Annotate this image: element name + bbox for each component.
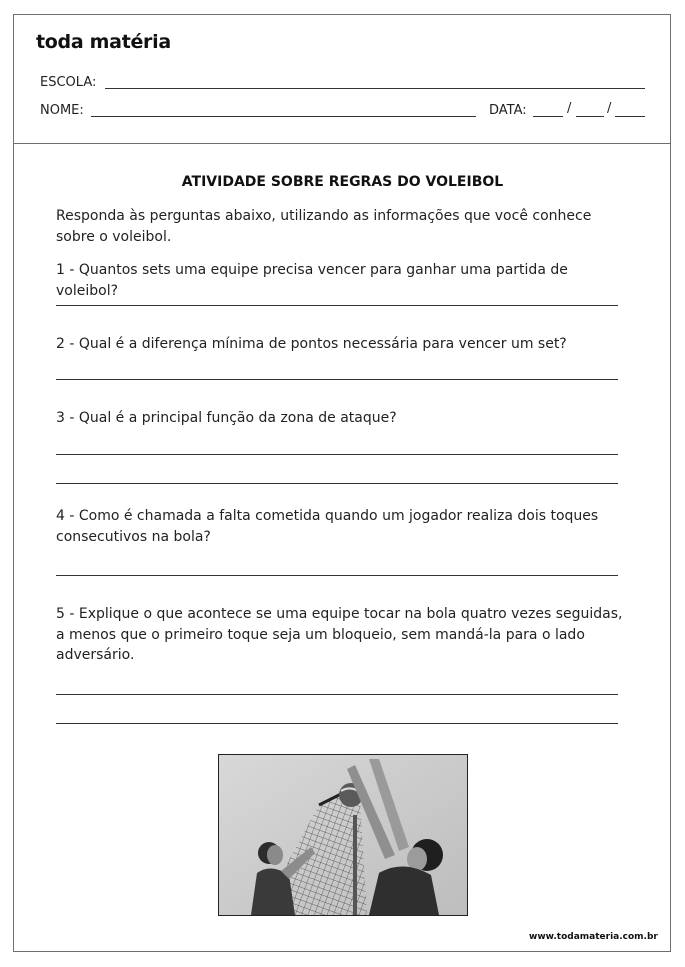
answer-line[interactable] bbox=[56, 379, 618, 380]
question-4: 4 - Como é chamada a falta cometida quando um jogador realiza dois toques consecutivos na bola? bbox=[56, 508, 599, 545]
question-5: 5 - Explique o que acontece se uma equipe tocar na bola quatro vezes seguidas, a menos que o primeiro toque seja um bloqueio, sem mandá-la para o lado adversário. bbox=[56, 606, 623, 663]
answer-line[interactable] bbox=[56, 723, 618, 724]
date-separator: / bbox=[567, 101, 572, 116]
answer-line[interactable] bbox=[56, 305, 618, 306]
website-url: www.todamateria.com.br bbox=[529, 932, 658, 942]
worksheet-title: ATIVIDADE SOBRE REGRAS DO VOLEIBOL bbox=[181, 174, 504, 190]
name-label: NOME: bbox=[40, 103, 84, 118]
school-label: ESCOLA: bbox=[40, 75, 97, 90]
question-2: 2 - Qual é a diferença mínima de pontos necessária para vencer um set? bbox=[56, 336, 567, 352]
school-field[interactable] bbox=[105, 88, 645, 89]
date-separator: / bbox=[607, 101, 612, 116]
date-year-field[interactable] bbox=[615, 116, 645, 117]
date-day-field[interactable] bbox=[533, 116, 563, 117]
question-3: 3 - Qual é a principal função da zona de ataque? bbox=[56, 410, 397, 426]
answer-line[interactable] bbox=[56, 454, 618, 455]
answer-line[interactable] bbox=[56, 694, 618, 695]
volleyball-photo bbox=[218, 754, 468, 916]
date-label: DATA: bbox=[489, 103, 527, 118]
name-field[interactable] bbox=[91, 116, 476, 117]
answer-line[interactable] bbox=[56, 483, 618, 484]
brand-logo: toda matéria bbox=[36, 31, 171, 53]
header-divider bbox=[13, 143, 671, 144]
date-month-field[interactable] bbox=[576, 116, 604, 117]
question-1: 1 - Quantos sets uma equipe precisa vencer para ganhar uma partida de voleibol? bbox=[56, 262, 568, 299]
answer-line[interactable] bbox=[56, 575, 618, 576]
intro-text: Responda às perguntas abaixo, utilizando as informações que você conhece sobre o voleibol. bbox=[56, 208, 592, 245]
